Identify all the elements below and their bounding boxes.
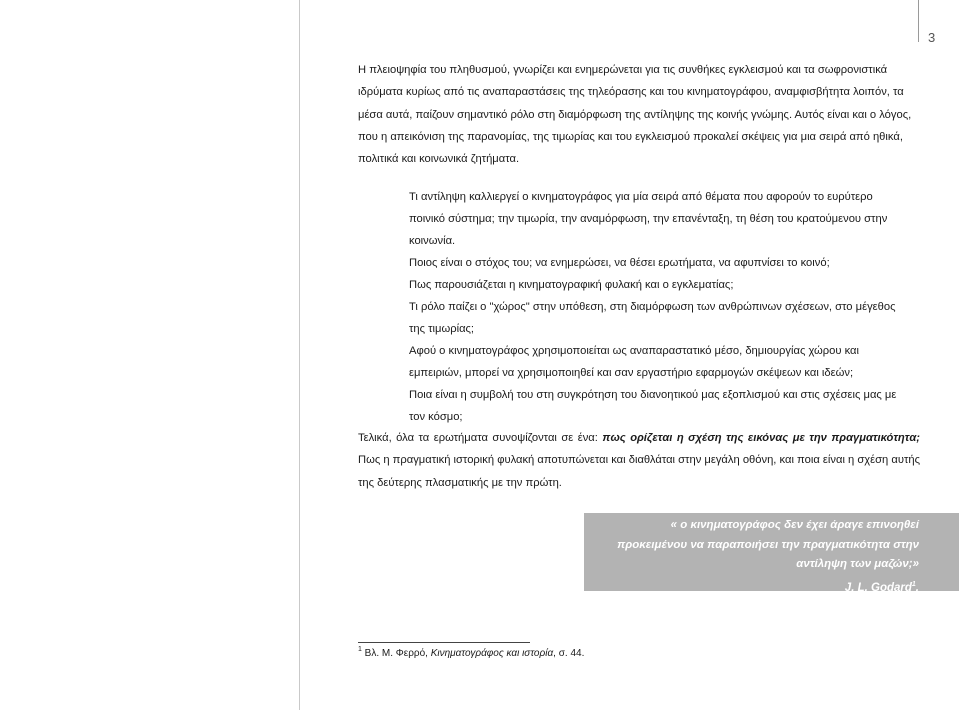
quote-line: αντίληψη των μαζών;» (796, 558, 919, 570)
questions-block (409, 186, 909, 428)
quote-author-trailing: . (915, 581, 919, 594)
conclusion-lead: Τελικά, όλα τα ερωτήματα συνοψίζονται σε ένα: (358, 432, 603, 444)
quote-text (579, 516, 919, 598)
question-item: Πως παρουσιάζεται η κινηματογραφική φυλακή και ο εγκλεματίας; (409, 279, 734, 291)
footnote-suffix: , σ. 44. (553, 648, 585, 659)
quote-line: προκειμένου να παραποιήσει την πραγματικότητα στην (617, 538, 919, 551)
header-divider (918, 0, 919, 42)
page-number: 3 (928, 30, 936, 45)
question-item: Τι αντίληψη καλλιεργεί ο κινηματογράφος για μία σειρά από θέματα που αφορούν το ευρύτερο ποινικό σύστημα; την τιμωρία, την αναμόρφωση, την επανένταξη, τη θέση του κρατούμενου στην κοινωνία. (409, 191, 888, 247)
question-item: Ποια είναι η συμβολή του στη συγκρότηση του διανοητικού μας εξοπλισμού και στις σχέσεις μας με τον κόσμο; (409, 389, 897, 423)
footnote-marker: 1 (358, 646, 362, 653)
conclusion-paragraph (358, 427, 920, 494)
footnote-divider (358, 642, 530, 643)
footnote (358, 648, 584, 659)
quote-box (584, 513, 959, 594)
page-left-border (299, 0, 300, 710)
intro-paragraph: Η πλειοψηφία του πληθυσμού, γνωρίζει και ενημερώνεται για τις συνθήκες εγκλεισμού και τα σωφρονιστικά ιδρύματα κυρίως από τις αναπαραστάσεις της τηλεόρασης και του κινηματογράφου, αναμφισβήτητα λοιπόν, τα μέσα αυτά, παίζουν σημαντικό ρόλο στη διαμόρφωση της αντίληψης της κοινής γνώμης. Αυτός είναι και ο λόγος, που η απεικόνιση της παρανομίας, της τιμωρίας και του εγκλεισμού προκαλεί σκέψεις για μια σειρά από ηθικά, πολιτικά και κοινωνικά ζητήματα. (358, 64, 912, 166)
quote-author-name: J. L. Godard (844, 581, 912, 594)
quote-author (579, 575, 919, 598)
question-item: Τι ρόλο παίζει ο "χώρος" στην υπόθεση, στη διαμόρφωση των ανθρώπινων σχέσεων, στο μέγεθος της τιμωρίας; (409, 301, 896, 335)
question-item: Αφού ο κινηματογράφος χρησιμοποιείται ως αναπαραστατικό μέσο, δημιουργίας χώρου και εμπειριών, μπορεί να χρησιμοποιηθεί και σαν εργαστήριο εφαρμογών σκέψεων και ιδεών; (409, 345, 859, 379)
quote-line: « ο κινηματογράφος δεν έχει άραγε επινοηθεί (670, 519, 919, 531)
conclusion-rest: Πως η πραγματική ιστορική φυλακή αποτυπώνεται και διαθλάται στην μεγάλη οθόνη, και ποια είναι η σχέση αυτής της δεύτερης πλασματικής με την πρώτη. (358, 454, 920, 489)
conclusion-emphasis: πως ορίζεται η σχέση της εικόνας με την πραγματικότητα; (602, 432, 920, 444)
footnote-prefix: Βλ. Μ. Φερρό, (361, 648, 431, 659)
question-item: Ποιος είναι ο στόχος του; να ενημερώσει, να θέσει ερωτήματα, να αφυπνίσει το κοινό; (409, 257, 830, 269)
footnote-reference[interactable]: 1 (911, 580, 916, 588)
footnote-title: Κινηματογράφος και ιστορία (430, 648, 554, 659)
